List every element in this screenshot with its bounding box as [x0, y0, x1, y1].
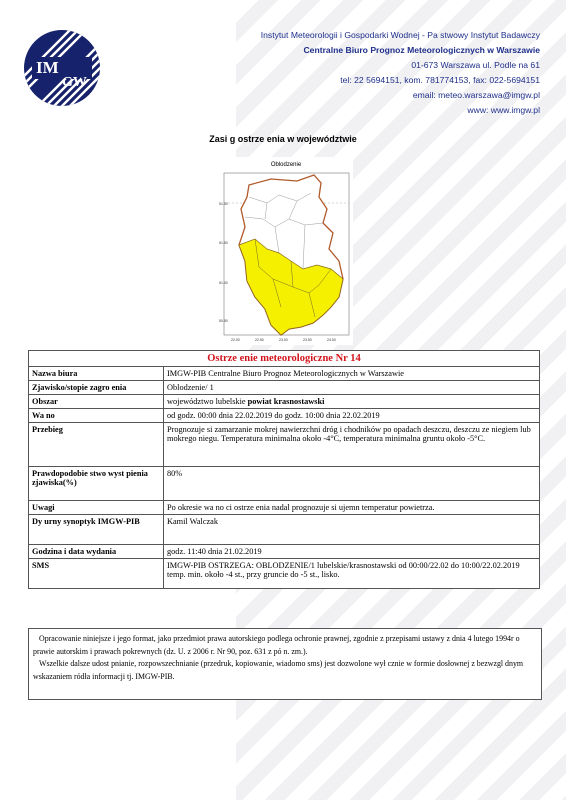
x-tick: 23.50	[303, 338, 312, 342]
row-label: Prawdopodobie stwo wyst pienia zjawiska(%)	[29, 467, 164, 501]
y-tick: 50.50	[219, 319, 228, 323]
row-value: IMGW-PIB OSTRZEGA: OBLODZENIE/1 lubelskie/krasnostawski od 00:00/22.02 do 10:00/22.02.2019 temp. min. około -4 st., przy gruncie do -5 st., lisko.	[164, 559, 540, 589]
map-title: Oblodzenie	[270, 162, 302, 168]
copyright-paragraph: Opracowanie niniejsze i jego format, jako przedmiot prawa autorskiego podlega ochronie prawnej, zgodnie z przepisami ustawy z dnia 4 lutego 1994r o prawie autorskim i prawach pokrewnych (dz. U. z 2006 r. Nr 90, poz. 631 z pó n. zm.).	[33, 634, 520, 656]
row-label: Uwagi	[29, 501, 164, 515]
row-label: Godzina i data wydania	[29, 545, 164, 559]
warning-map	[219, 157, 353, 345]
row-value	[164, 395, 540, 409]
x-tick: 22.00	[231, 338, 240, 342]
table-row	[29, 381, 540, 395]
row-value: 80%	[164, 467, 540, 501]
area-region: województwo lubelskie	[167, 397, 246, 406]
logo-text-bottom: GW	[62, 75, 87, 90]
institute-header	[261, 28, 540, 118]
phone-line: tel: 22 5694151, kom. 781774153, fax: 022-5694151	[340, 75, 540, 85]
row-label: Obszar	[29, 395, 164, 409]
warning-title: Ostrze enie meteorologiczne Nr 14	[29, 351, 540, 367]
warning-table	[28, 350, 540, 589]
y-tick: 51.00	[219, 281, 228, 285]
row-label: Nazwa biura	[29, 367, 164, 381]
row-label: Dy urny synoptyk IMGW-PIB	[29, 515, 164, 545]
table-row	[29, 409, 540, 423]
imgw-logo	[22, 28, 102, 108]
address: 01-673 Warszawa ul. Podle na 61	[411, 60, 540, 70]
row-label: Przebieg	[29, 423, 164, 467]
row-value: Kamil Walczak	[164, 515, 540, 545]
y-tick: 51.00	[219, 202, 228, 206]
table-row	[29, 559, 540, 589]
table-row	[29, 515, 540, 545]
x-tick: 23.00	[279, 338, 288, 342]
usage-paragraph: Wszelkie dalsze udost pnianie, rozpowszechnianie (przedruk, kopiowanie, wiadomo sms) jest dozwolone wył cznie w formie dosłownej z bezwzgl dnym wskazaniem ródła informacji tj. IMGW-PIB.	[33, 659, 524, 681]
table-row	[29, 367, 540, 381]
row-label: Zjawisko/stopie zagro enia	[29, 381, 164, 395]
table-row	[29, 395, 540, 409]
table-row	[29, 501, 540, 515]
row-value: Prognozuje si zamarzanie mokrej nawierzchni dróg i chodników po opadach deszczu, deszczu ze niegiem lub mokrego niegu. Temperatura minimalna około -4°C, temperatura minimalna gruntu około -5°C.	[164, 423, 540, 467]
institute-name: Instytut Meteorologii i Gospodarki Wodnej - Pa stwowy Instytut Badawczy	[260, 30, 540, 40]
bureau-name: Centralne Biuro Prognoz Meteorologicznych w Warszawie	[303, 45, 540, 55]
x-tick: 22.50	[255, 338, 264, 342]
copyright-note	[28, 628, 542, 700]
row-label: Wa no	[29, 409, 164, 423]
table-row	[29, 467, 540, 501]
y-tick: 51.50	[219, 241, 228, 245]
row-value: Oblodzenie/ 1	[164, 381, 540, 395]
page-title: Zasi g ostrze enia w województwie	[209, 134, 357, 144]
website-line: www: www.imgw.pl	[467, 105, 540, 115]
table-row	[29, 423, 540, 467]
row-value: Po okresie wa no ci ostrze enia nadal prognozuje si ujemn temperatur powietrza.	[164, 501, 540, 515]
email-line: email: meteo.warszawa@imgw.pl	[412, 90, 540, 100]
row-label: SMS	[29, 559, 164, 589]
area-county: powiat krasnostawski	[247, 397, 325, 406]
row-value: godz. 11:40 dnia 21.02.2019	[164, 545, 540, 559]
logo-text-top: IM	[36, 58, 59, 77]
x-tick: 24.00	[327, 338, 336, 342]
row-value: od godz. 00:00 dnia 22.02.2019 do godz. 10:00 dnia 22.02.2019	[164, 409, 540, 423]
table-row	[29, 545, 540, 559]
row-value: IMGW-PIB Centralne Biuro Prognoz Meteorologicznych w Warszawie	[164, 367, 540, 381]
